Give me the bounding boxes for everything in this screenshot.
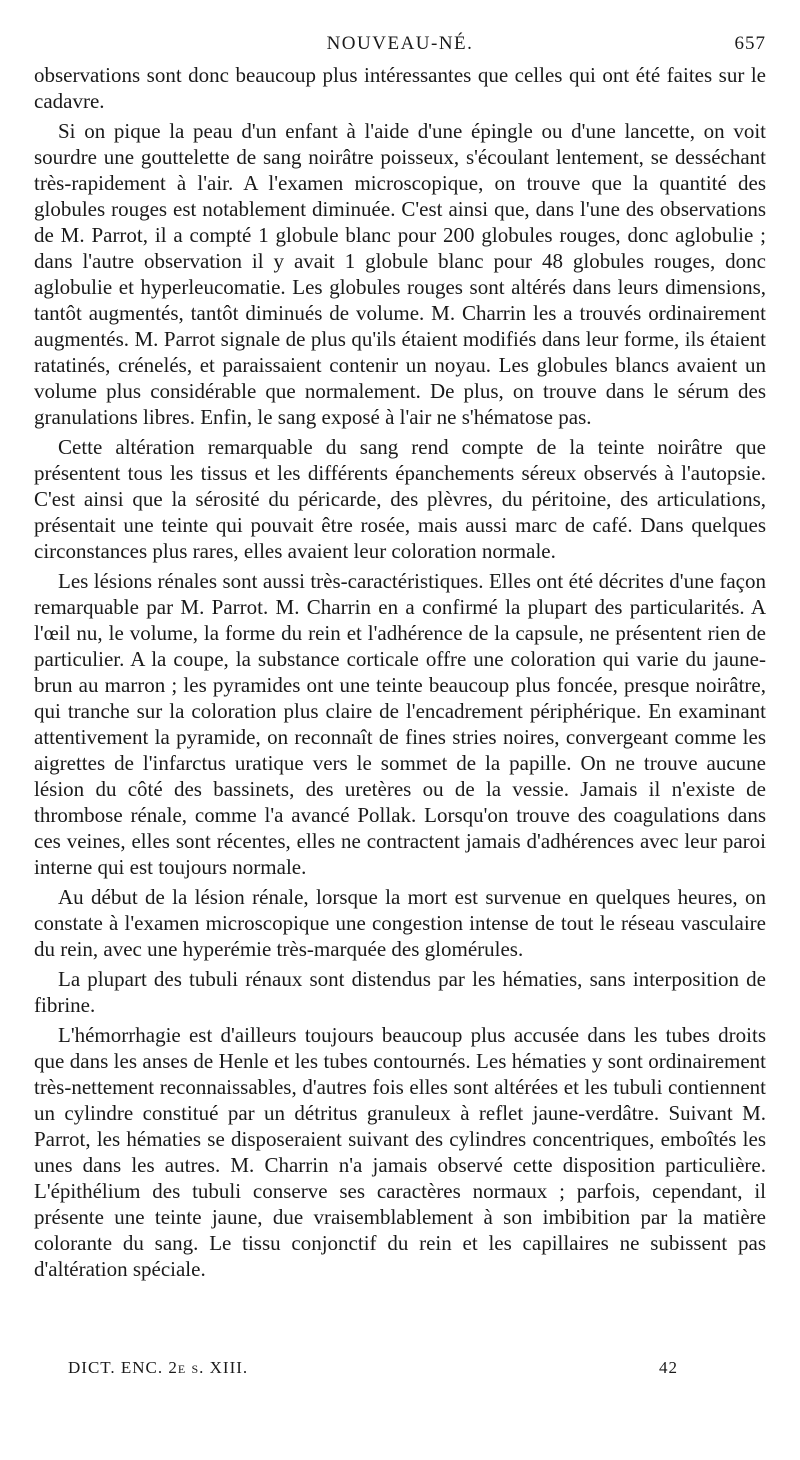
paragraph: Au début de la lésion rénale, lorsque la mort est survenue en quelques heures, on constate à l'examen microscopique une congestion intense de tout le réseau vasculaire du rein, avec une hyperémie très-marquée des glomérules. [34, 885, 766, 961]
paragraph: L'hémorrhagie est d'ailleurs toujours beaucoup plus accusée dans les tubes droits que dans les anses de Henle et les tubes contournés. Les hématies y sont ordinairement très-nettement reconnaissables, d'autres fois elles sont altérées et les tubuli contiennent un cylindre constitué par un détritus granuleux à reflet jaune-verdâtre. Suivant M. Parrot, les hématies se disposeraient suivant des cylindres concentriques, emboîtés les unes dans les autres. M. Charrin n'a jamais observé cette disposition particulière. L'épithélium des tubuli conserve ses caractères normaux ; parfois, cependant, il présente une teinte jaune, due vraisemblablement à son imbibition par la matière colorante du sang. Le tissu conjonctif du rein et les capillaires ne subissent pas d'altération spéciale. [34, 1023, 766, 1281]
book-page [34, 30, 766, 1286]
paragraph: Les lésions rénales sont aussi très-caractéristiques. Elles ont été décrites d'une façon remarquable par M. Parrot. M. Charrin en a confirmé la plupart des particularités. A l'œil nu, le volume, la forme du rein et l'adhérence de la capsule, ne présentent rien de particulier. A la coupe, la substance corticale offre une coloration qui varie du jaune-brun au marron ; les pyramides ont une teinte beaucoup plus foncée, presque noirâtre, qui tranche sur la coloration plus claire de l'encadrement périphérique. En examinant attentivement la pyramide, on reconnaît de fines stries noires, convergeant comme les aigrettes de l'infarctus uratique vers le sommet de la papille. On ne trouve aucune lésion du côté des bassinets, des uretères ou de la vessie. Jamais il n'existe de thrombose rénale, comme l'a avancé Pollak. Lorsqu'on trouve des coagulations dans ces veines, elles sont récentes, elles ne contractent jamais d'adhérences avec leur paroi interne qui est toujours normale. [34, 569, 766, 879]
page-number: 657 [734, 33, 766, 54]
signature-line: DICT. ENC. 2e s. XIII. [68, 1358, 249, 1377]
paragraph: Si on pique la peau d'un enfant à l'aide d'une épingle ou d'une lancette, on voit sourdre une gouttelette de sang noirâtre poisseux, s'écoulant lentement, se desséchant très-rapidement à l'air. A l'examen microscopique, on trouve que la quantité des globules rouges est notablement diminuée. C'est ainsi que, dans l'une des observations de M. Parrot, il a compté 1 globule blanc pour 200 globules rouges, donc aglobulie ; dans l'autre observation il y avait 1 globule blanc pour 48 globules rouges, donc aglobulie et hyperleucomatie. Les globules rouges sont altérés dans leurs dimensions, tantôt augmentés, tantôt diminués de volume. M. Charrin les a trouvés ordinairement augmentés. M. Parrot signale de plus qu'ils étaient modifiés dans leur forme, ils étaient ratatinés, crénelés, et paraissaient contenir un noyau. Les globules blancs avaient un volume plus considérable que normalement. De plus, on trouve dans le sérum des granulations libres. Enfin, le sang exposé à l'air ne s'hématose pas. [34, 119, 766, 429]
paragraph: Cette altération remarquable du sang rend compte de la teinte noirâtre que présentent tous les tissus et les différents épanchements séreux observés à l'autopsie. C'est ainsi que la sérosité du péricarde, des plèvres, du péritoine, des articulations, présentait une teinte qui pouvait être rosée, mais aussi marc de café. Dans quelques circonstances plus rares, elles avaient leur coloration normale. [34, 435, 766, 563]
page-header [34, 30, 766, 62]
body-text [34, 62, 766, 1282]
sheet-number: 42 [659, 1358, 678, 1377]
running-title: NOUVEAU-NÉ. [326, 33, 474, 54]
paragraph: observations sont donc beaucoup plus intéressantes que celles qui ont été faites sur le cadavre. [34, 63, 766, 113]
paragraph: La plupart des tubuli rénaux sont distendus par les hématies, sans interposition de fibrine. [34, 967, 766, 1017]
